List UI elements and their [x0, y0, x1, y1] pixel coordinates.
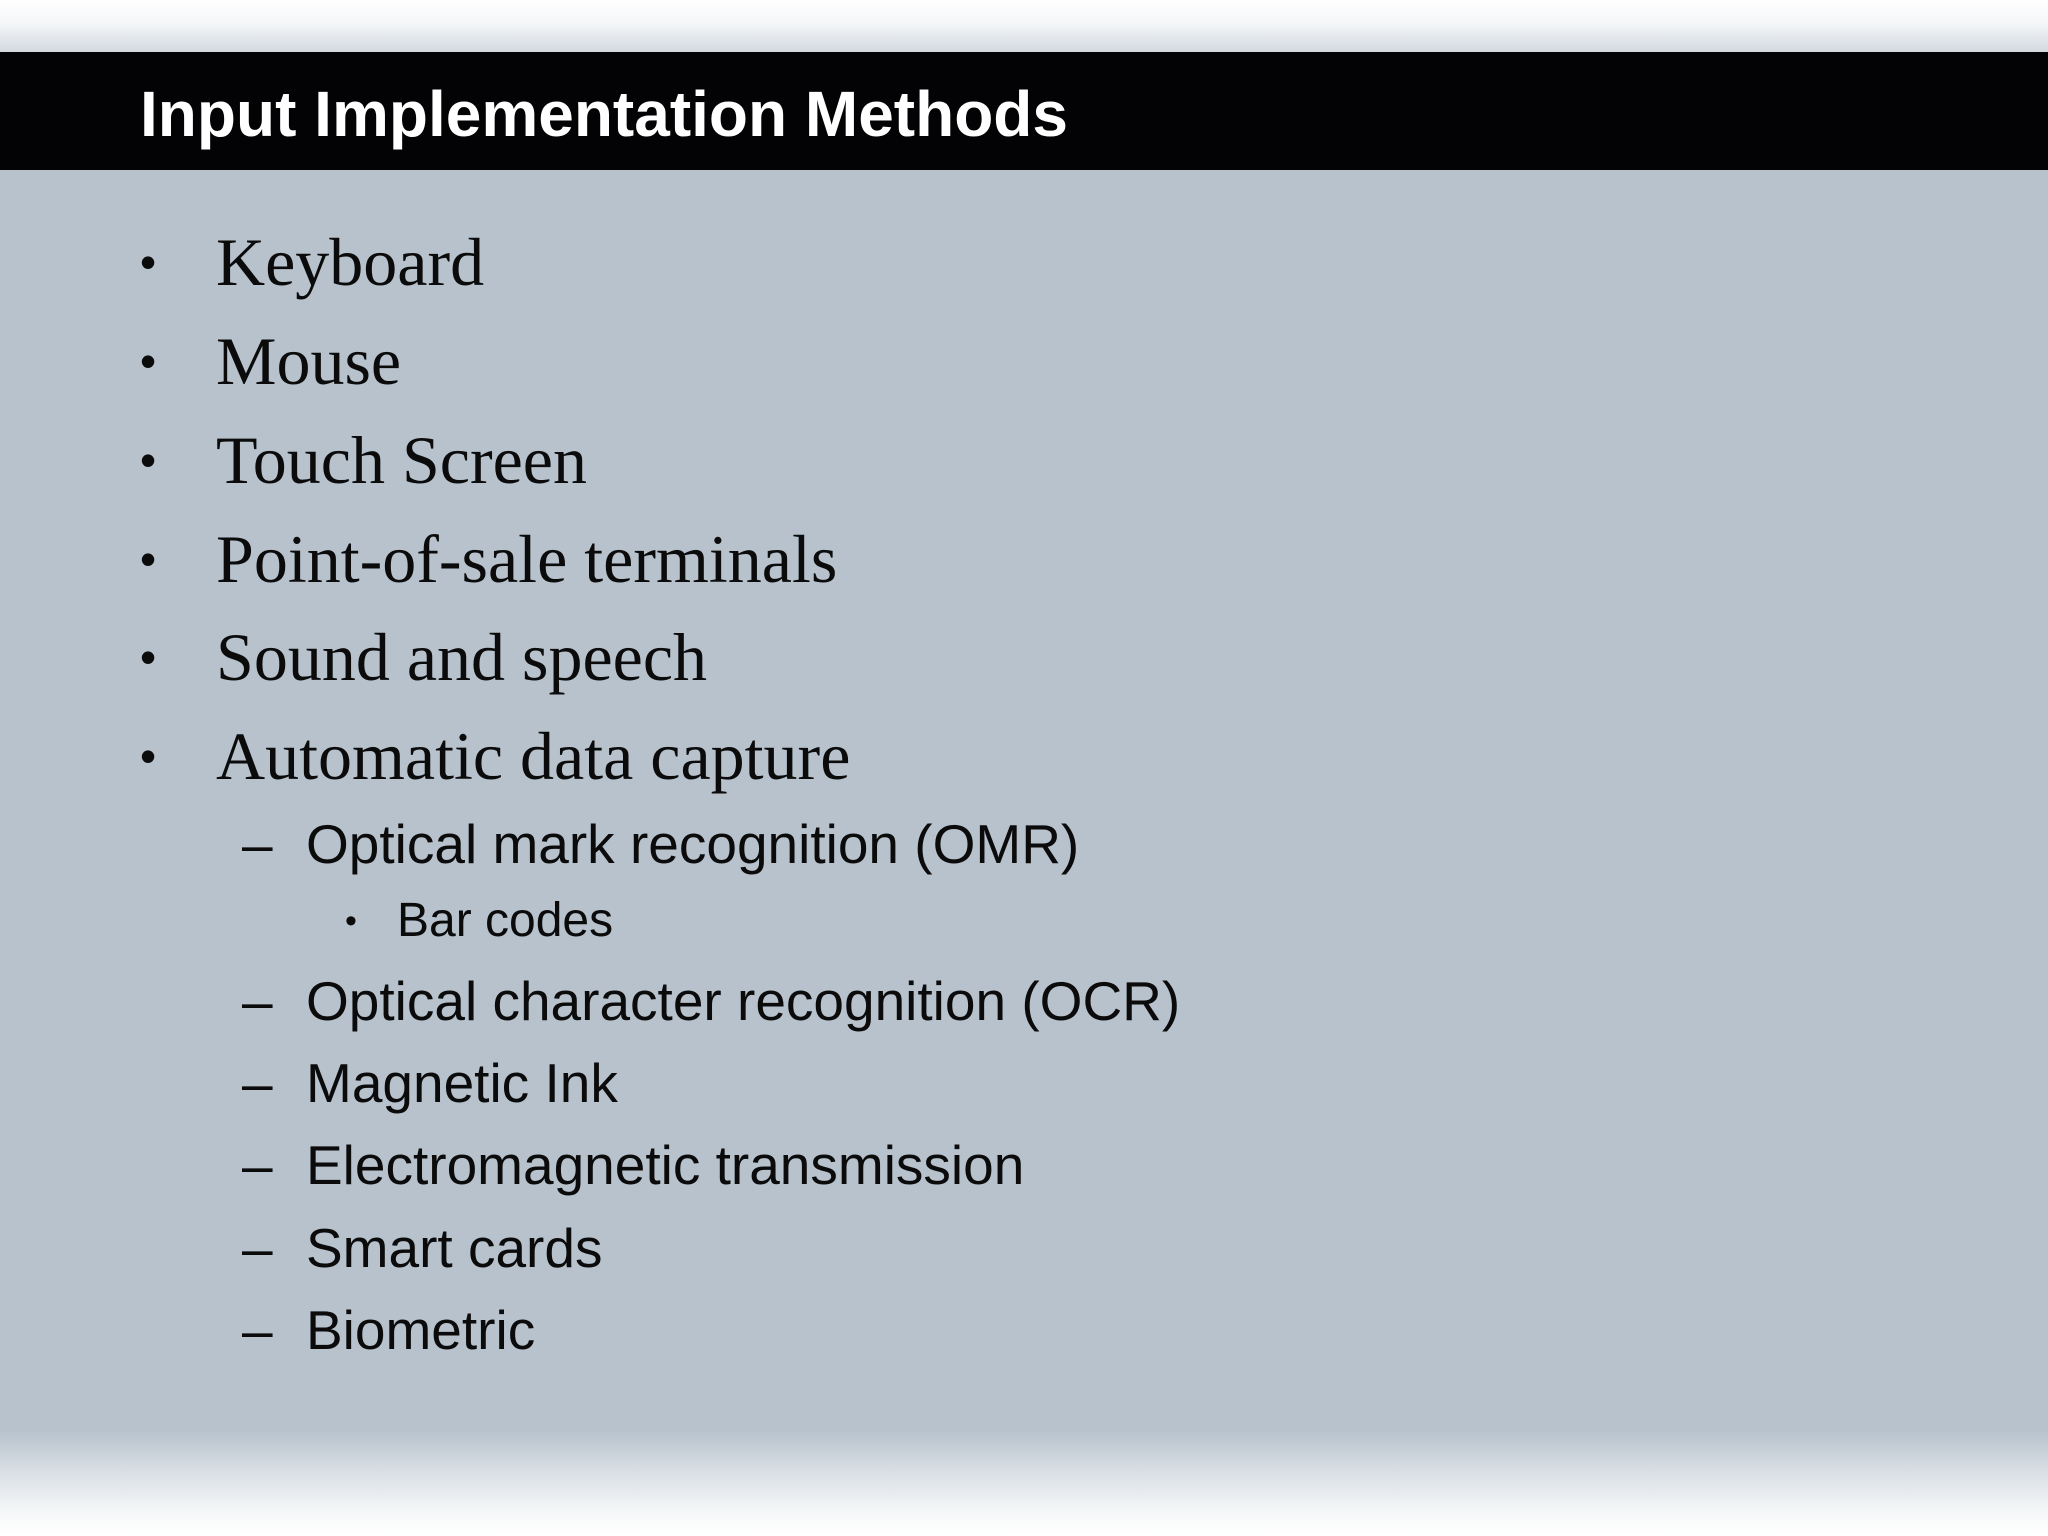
- slide-title: Input Implementation Methods: [140, 78, 1068, 150]
- bullet-text: Sound and speech: [216, 619, 708, 695]
- bottom-fade: [0, 1430, 2048, 1536]
- bullet-marker: •: [140, 631, 157, 683]
- sub-bullet-text: Smart cards: [306, 1217, 603, 1279]
- sub-bullet-text: Optical mark recognition (OMR): [306, 813, 1080, 875]
- bullet-marker: •: [140, 335, 157, 387]
- sub-sub-bullet-text: Bar codes: [397, 894, 614, 947]
- bullet-marker: •: [140, 434, 157, 486]
- bullet-marker: •: [140, 533, 157, 585]
- sub-bullet-text: Optical character recognition (OCR): [306, 970, 1181, 1032]
- bullet-marker: •: [140, 236, 157, 288]
- bullet-text: Touch Screen: [216, 422, 587, 498]
- bullet-marker: •: [140, 730, 157, 782]
- sub-bullet-text: Magnetic Ink: [306, 1052, 618, 1114]
- dash-marker: –: [242, 1052, 273, 1114]
- bullet-text: Point-of-sale terminals: [216, 521, 838, 597]
- top-fade: [0, 0, 2048, 52]
- dash-marker: –: [242, 1217, 273, 1279]
- bullet-marker: •: [345, 902, 357, 940]
- dash-marker: –: [242, 1134, 273, 1196]
- dash-marker: –: [242, 813, 273, 875]
- sub-bullet-text: Electromagnetic transmission: [306, 1134, 1025, 1196]
- bullet-text: Mouse: [216, 323, 402, 399]
- dash-marker: –: [242, 970, 273, 1032]
- dash-marker: –: [242, 1299, 273, 1361]
- bullet-text: Keyboard: [216, 224, 485, 300]
- bullet-text: Automatic data capture: [216, 718, 851, 794]
- sub-bullet-text: Biometric: [306, 1299, 536, 1361]
